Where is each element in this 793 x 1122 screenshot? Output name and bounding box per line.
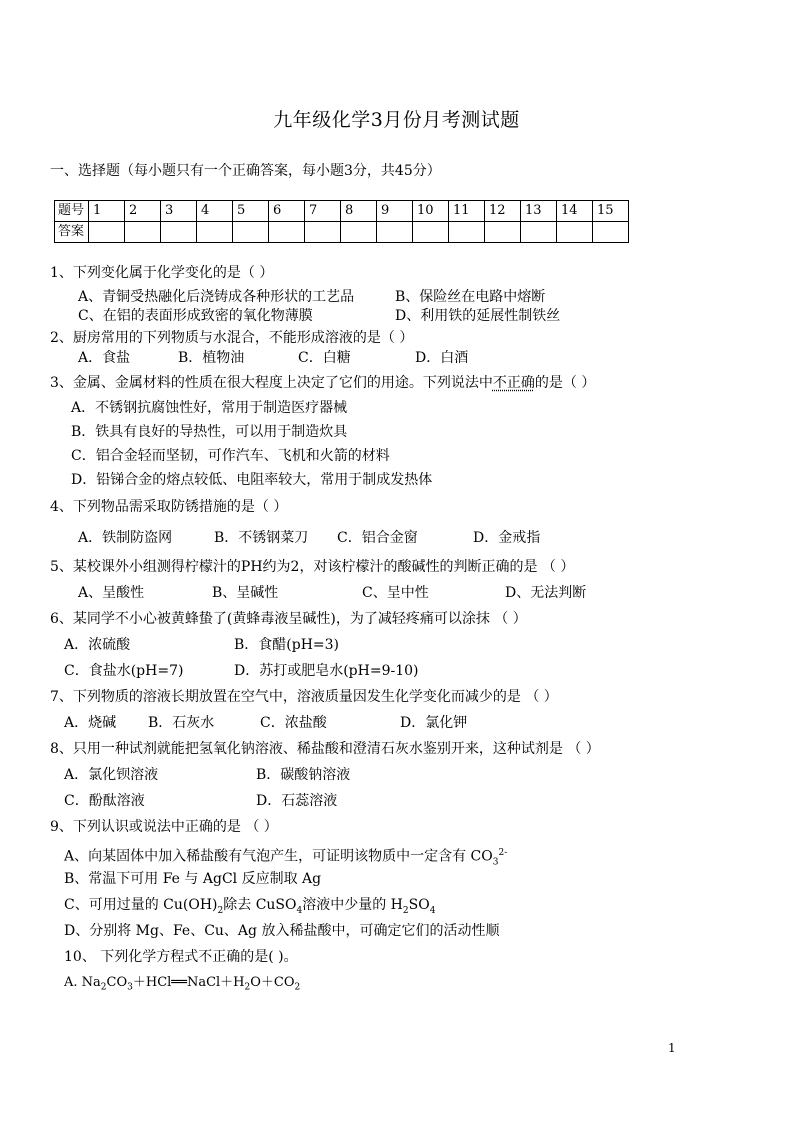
subscript: 2 — [402, 905, 409, 916]
question-5-option-b: B、呈碱性 — [212, 585, 279, 601]
table-cell: 3 — [161, 201, 197, 222]
answer-cell[interactable] — [161, 222, 197, 243]
subscript: 3 — [127, 982, 133, 993]
text-run: 溶液中少量的 H — [302, 897, 403, 913]
text-run: A. Na — [64, 975, 101, 990]
table-cell: 15 — [593, 201, 629, 222]
question-8-option-d: D．石蕊溶液 — [256, 793, 338, 809]
question-9-option-a-text: A、向某固体中加入稀盐酸有气泡产生，可证明该物质中一定含有 CO — [64, 848, 493, 865]
answer-table-number-row — [55, 201, 629, 222]
text-run: ＋HCl══NaCl＋H — [132, 975, 245, 990]
answer-cell[interactable] — [521, 222, 557, 243]
question-1-option-a: A、青铜受热融化后浇铸成各种形状的工艺品 — [78, 289, 355, 305]
answer-cell[interactable] — [449, 222, 485, 243]
question-9-option-a — [64, 844, 507, 871]
question-9-stem: 9、下列认识或说法中正确的是 （ ） — [50, 819, 278, 835]
question-6-option-d: D．苏打或肥皂水(pH=9-10) — [234, 663, 419, 679]
question-2-option-b: B．植物油 — [178, 350, 245, 366]
question-4-option-d: D．金戒指 — [473, 530, 541, 546]
text-run: SO — [408, 897, 430, 913]
question-3-stem-end: 的是（ ） — [534, 375, 596, 391]
question-7-option-b: B．石灰水 — [148, 715, 215, 731]
question-2-option-a: A．食盐 — [78, 350, 131, 366]
question-3-stem — [50, 374, 595, 392]
page-number: 1 — [668, 1041, 676, 1055]
question-8-stem: 8、只用一种试剂就能把氢氧化钠溶液、稀盐酸和澄清石灰水鉴别开来，这种试剂是 （ ） — [50, 741, 600, 757]
question-9-option-c — [64, 896, 435, 920]
answer-cell[interactable] — [89, 222, 125, 243]
question-6-stem: 6、某同学不小心被黄蜂蛰了(黄蜂毒液呈碱性)，为了减轻疼痛可以涂抹 （ ） — [50, 611, 527, 627]
question-1-option-c: C、在铝的表面形成致密的氧化物薄膜 — [78, 308, 313, 324]
question-6-option-b: B．食醋(pH=3) — [234, 637, 340, 653]
subscript: 2 — [217, 905, 224, 916]
question-1-option-d: D、利用铁的延展性制铁丝 — [395, 308, 561, 324]
question-8-option-b: B．碳酸钠溶液 — [256, 767, 351, 783]
question-8-option-a: A．氯化钡溶液 — [64, 767, 159, 783]
text-run: 除去 CuSO — [223, 897, 297, 913]
question-4-option-a: A．铁制防盗网 — [78, 530, 173, 546]
subscript: 4 — [429, 905, 436, 916]
question-8-option-c: C．酚酞溶液 — [64, 793, 145, 809]
table-cell: 4 — [197, 201, 233, 222]
question-3-stem-text: 3、金属、金属材料的性质在很大程度上决定了它们的用途。下列说法中 — [50, 375, 493, 391]
answer-cell[interactable] — [125, 222, 161, 243]
text-run: CO — [106, 975, 128, 990]
question-5-option-c: C、呈中性 — [362, 585, 429, 601]
question-4-option-b: B．不锈钢菜刀 — [214, 530, 309, 546]
answer-table — [54, 200, 629, 243]
question-9-option-d: D、分别将 Mg、Fe、Cu、Ag 放入稀盐酸中，可确定它们的活动性顺 — [64, 923, 500, 939]
section-heading: 一、选择题（每小题只有一个正确答案，每小题3分，共45分） — [50, 163, 441, 179]
row-label-number: 题号 — [55, 201, 89, 222]
question-6-option-c: C．食盐水(pH=7) — [64, 663, 184, 679]
question-5-option-d: D、无法判断 — [505, 585, 587, 601]
answer-cell[interactable] — [233, 222, 269, 243]
question-2-option-c: C．白糖 — [298, 350, 351, 366]
answer-cell[interactable] — [593, 222, 629, 243]
subscript: 4 — [296, 905, 303, 916]
table-cell: 14 — [557, 201, 593, 222]
table-cell: 2 — [125, 201, 161, 222]
subscript: 3 — [492, 857, 499, 868]
question-10-stem: 10、 下列化学方程式不正确的是( )。 — [64, 949, 298, 965]
question-5-stem: 5、某校课外小组测得柠檬汁的PH约为2，对该柠檬汁的酸碱性的判断正确的是 （ ） — [50, 559, 575, 575]
question-2-stem: 2、厨房常用的下列物质与水混合，不能形成溶液的是（ ） — [50, 330, 414, 346]
question-6-option-a: A．浓硫酸 — [64, 637, 131, 653]
superscript: 2- — [498, 848, 508, 858]
question-1-stem: 1、下列变化属于化学变化的是（ ） — [50, 265, 274, 281]
table-cell: 10 — [413, 201, 449, 222]
table-cell: 8 — [341, 201, 377, 222]
answer-cell[interactable] — [197, 222, 233, 243]
question-3-option-b: B．铁具有良好的导热性，可以用于制造炊具 — [71, 424, 348, 440]
table-cell: 1 — [89, 201, 125, 222]
answer-cell[interactable] — [377, 222, 413, 243]
question-5-option-a: A、呈酸性 — [78, 585, 145, 601]
answer-cell[interactable] — [305, 222, 341, 243]
question-3-option-c: C．铝合金轻而坚韧，可作汽车、飞机和火箭的材料 — [71, 448, 390, 464]
answer-cell[interactable] — [269, 222, 305, 243]
text-run: C、可用过量的 Cu(OH) — [64, 897, 218, 913]
answer-cell[interactable] — [413, 222, 449, 243]
question-7-stem: 7、下列物质的溶液长期放置在空气中，溶液质量因发生化学变化而减少的是 （ ） — [50, 689, 558, 705]
question-7-option-d: D．氯化钾 — [400, 715, 468, 731]
question-3-emphasis: 不正确 — [492, 375, 535, 391]
question-4-option-c: C．铝合金窗 — [337, 530, 418, 546]
question-1-option-b: B、保险丝在电路中熔断 — [395, 289, 546, 305]
subscript: 2 — [244, 982, 251, 993]
answer-cell[interactable] — [485, 222, 521, 243]
answer-cell[interactable] — [557, 222, 593, 243]
answer-table-answer-row — [55, 222, 629, 243]
table-cell: 13 — [521, 201, 557, 222]
question-7-option-c: C．浓盐酸 — [260, 715, 327, 731]
table-cell: 12 — [485, 201, 521, 222]
table-cell: 5 — [233, 201, 269, 222]
table-cell: 9 — [377, 201, 413, 222]
page-title: 九年级化学3月份月考测试题 — [273, 109, 520, 131]
question-3-option-a: A．不锈钢抗腐蚀性好，常用于制造医疗器械 — [71, 400, 348, 416]
table-cell: 6 — [269, 201, 305, 222]
answer-cell[interactable] — [341, 222, 377, 243]
question-10-option-a — [64, 974, 300, 997]
question-4-stem: 4、下列物品需采取防锈措施的是（ ） — [50, 499, 288, 515]
row-label-answer: 答案 — [55, 222, 89, 243]
table-cell: 7 — [305, 201, 341, 222]
subscript: 2 — [100, 982, 107, 993]
question-3-option-d: D．铅锑合金的熔点较低、电阻率较大，常用于制成发热体 — [71, 472, 433, 488]
text-run: O＋CO — [250, 975, 295, 990]
subscript: 2 — [294, 982, 301, 993]
question-7-option-a: A．烧碱 — [64, 715, 117, 731]
question-9-option-b: B、常温下可用 Fe 与 AgCl 反应制取 Ag — [64, 871, 322, 887]
table-cell: 11 — [449, 201, 485, 222]
question-2-option-d: D．白酒 — [415, 350, 469, 366]
